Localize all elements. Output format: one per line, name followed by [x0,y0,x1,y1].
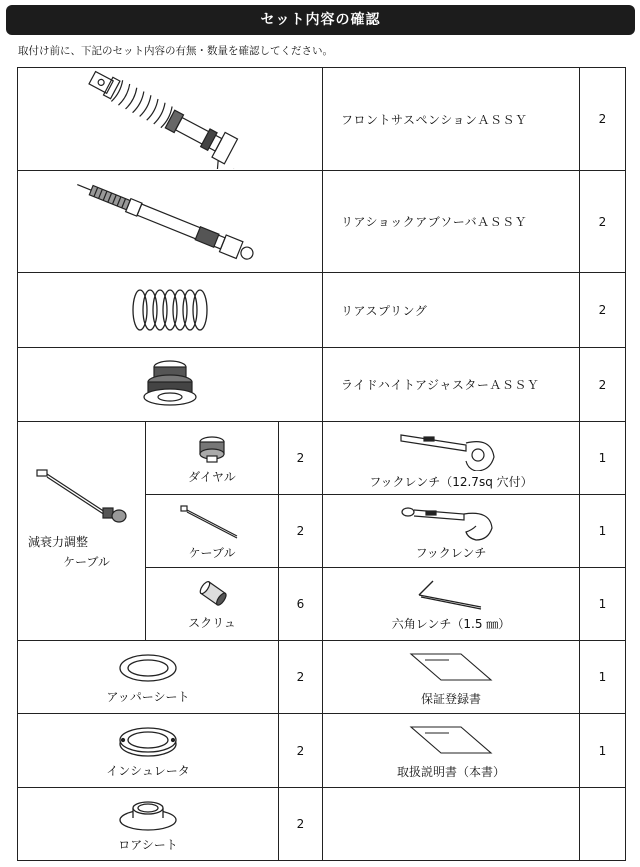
table-row [18,273,626,348]
hex-wrench-cell [323,568,580,641]
table-row [18,714,626,788]
lower-seat-cell [18,788,279,861]
screw-cell [146,568,279,641]
table-row [18,422,626,495]
lower-seat-icon [113,796,183,834]
cable-cell [146,495,279,568]
damping-cable-label-1: 減衰力調整 [28,535,89,549]
front-suspension-icon [70,69,270,169]
empty-cell [323,788,580,861]
rear-spring-image [18,273,323,348]
table-row [18,348,626,422]
dial-cell [146,422,279,495]
dial-icon [192,432,232,466]
screw-name: スクリュ [188,615,236,630]
manual-document-icon [401,721,501,761]
warranty-cell [323,641,580,714]
hook-wrench-12-cell [323,422,580,495]
lower-seat-qty: 2 [279,788,323,861]
cable-qty: 2 [279,495,323,568]
upper-seat-cell [18,641,279,714]
upper-seat-name: アッパーシート [106,689,190,704]
lower-seat-name: ロアシート [118,837,178,852]
warranty-document-icon [401,648,501,688]
front-suspension-qty: 2 [580,68,626,171]
hex-wrench-icon [411,577,491,613]
rear-spring-icon [120,280,220,340]
ride-height-image [18,348,323,422]
section-header [6,5,635,35]
empty-cell [580,788,626,861]
rear-shock-name: リアショックアブソーバＡＳＳＹ [323,171,580,273]
hook-wrench-icon [396,502,506,542]
parts-table [17,67,626,861]
table-row [18,171,626,273]
table-row [18,788,626,861]
rear-shock-qty: 2 [580,171,626,273]
hex-wrench-qty: 1 [580,568,626,641]
hook-wrench-name: フックレンチ [415,545,487,560]
warranty-qty: 1 [580,641,626,714]
hook-wrench-qty: 1 [580,495,626,568]
table-row [18,641,626,714]
front-suspension-image [18,68,323,171]
screw-qty: 6 [279,568,323,641]
warranty-name: 保証登録書 [420,691,481,706]
table-row [18,68,626,171]
dial-qty: 2 [279,422,323,495]
hook-wrench-12-name: フックレンチ（12.7sq 穴付） [369,474,533,489]
damping-cable-cell [18,422,146,641]
hex-wrench-name: 六角レンチ（1.5 ㎜） [391,616,511,631]
damping-cable-label-2: ケーブル [63,555,110,569]
ride-height-adjuster-icon [135,355,205,415]
intro-text: 取付け前に、下記のセット内容の有無・数量を確認してください。 [18,45,333,57]
insulator-cell [18,714,279,788]
upper-seat-icon [113,650,183,686]
front-suspension-name: フロントサスペンションＡＳＳＹ [323,68,580,171]
section-title: セット内容の確認 [260,12,381,28]
hook-wrench-cell [323,495,580,568]
cable-icon [177,502,247,542]
ride-height-name: ライドハイトアジャスターＡＳＳＹ [323,348,580,422]
dial-name: ダイヤル [188,469,236,484]
insulator-name: インシュレータ [106,764,190,778]
insulator-icon [113,722,183,760]
insulator-qty: 2 [279,714,323,788]
hook-wrench-12-icon [396,427,506,471]
rear-spring-qty: 2 [580,273,626,348]
manual-qty: 1 [580,714,626,788]
hook-wrench-12-qty: 1 [580,422,626,495]
upper-seat-qty: 2 [279,641,323,714]
screw-icon [192,578,232,612]
cable-name: ケーブル [188,545,236,560]
rear-shock-icon [60,177,280,267]
manual-name: 取扱説明書（本書） [396,765,505,779]
damping-cable-icon [27,462,137,532]
manual-cell [323,714,580,788]
ride-height-qty: 2 [580,348,626,422]
rear-shock-image [18,171,323,273]
rear-spring-name: リアスプリング [323,273,580,348]
